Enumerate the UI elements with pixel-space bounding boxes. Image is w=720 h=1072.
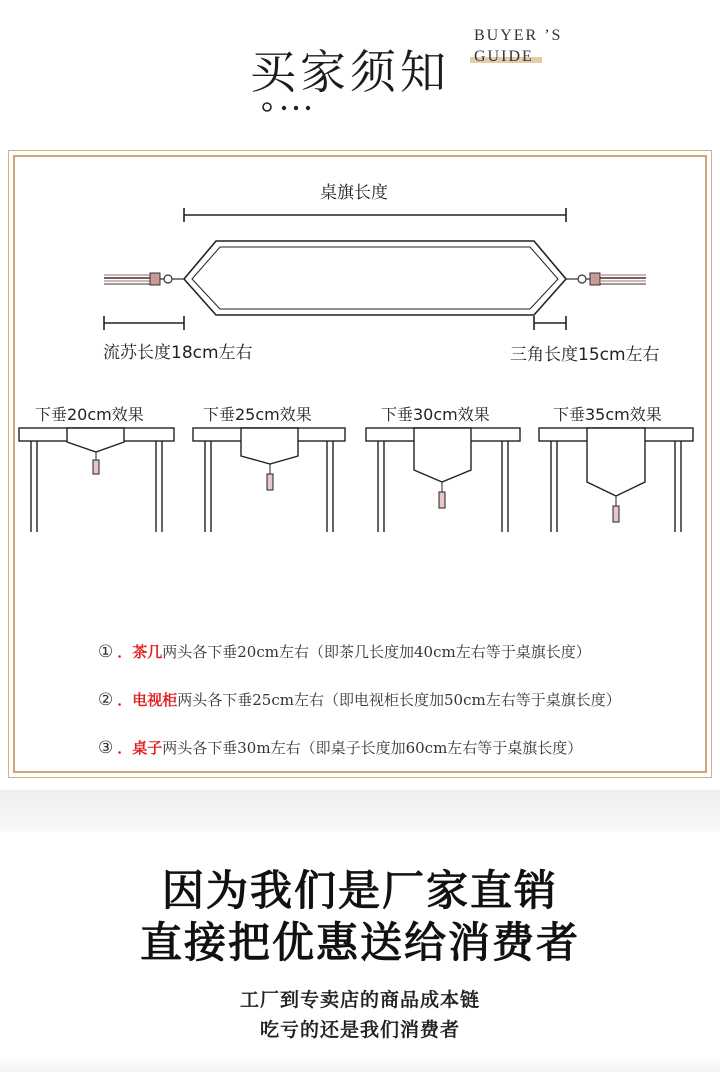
runner-shape (184, 241, 566, 315)
note-highlight: ．茶几 (117, 643, 163, 661)
runner-length-label: 桌旗长度 (320, 183, 388, 203)
triangle-length-dimension (534, 316, 566, 330)
table-drop-30 (366, 428, 520, 532)
note-number: ③ (98, 738, 114, 758)
english-subtitle-line1: BUYER ’S (474, 27, 563, 44)
table-drop-20 (19, 428, 174, 532)
note-number: ② (98, 690, 114, 710)
drop-30-label: 下垂30cm效果 (381, 405, 490, 424)
english-subtitle (474, 25, 562, 67)
right-tassel (566, 273, 646, 285)
left-tassel (104, 273, 184, 285)
decorative-dots (262, 100, 322, 114)
drop-20-label: 下垂20cm效果 (35, 405, 144, 424)
drop-25-label: 下垂25cm效果 (203, 405, 312, 424)
triangle-length-label: 三角长度15cm左右 (510, 345, 660, 365)
note-highlight: ．电视柜 (117, 691, 178, 709)
promo-headline-2: 直接把优惠送给消费者 (139, 918, 580, 967)
note-highlight: ．桌子 (117, 739, 163, 757)
note-text: 两头各下垂20cm左右（即茶几长度加40cm左右等于桌旗长度） (162, 643, 591, 661)
note-number: ① (98, 642, 114, 662)
tassel-length-dimension (104, 316, 184, 330)
promo-headline-1: 因为我们是厂家直销 (161, 866, 558, 915)
runner-length-dimension (184, 208, 566, 222)
promo-subline-2: 吃亏的还是我们消费者 (259, 1019, 460, 1041)
bottom-fade (0, 1056, 720, 1072)
tassel-length-label: 流苏长度18cm左右 (103, 343, 253, 363)
table-drop-25 (193, 428, 345, 532)
note-text: 两头各下垂25cm左右（即电视柜长度加50cm左右等于桌旗长度） (177, 691, 621, 709)
note-item-1 (98, 641, 591, 662)
note-item-3 (98, 737, 582, 758)
english-subtitle-line2: GUIDE (474, 48, 534, 65)
table-drop-diagrams (0, 424, 720, 544)
table-drop-35 (539, 428, 693, 532)
note-item-2 (98, 689, 621, 710)
note-text: 两头各下垂30m左右（即桌子长度加60cm左右等于桌旗长度） (162, 739, 583, 757)
section-divider-band (0, 790, 720, 832)
promo-subline-1: 工厂到专卖店的商品成本链 (239, 989, 480, 1011)
page-title: 买家须知 (250, 45, 450, 99)
drop-35-label: 下垂35cm效果 (553, 405, 662, 424)
